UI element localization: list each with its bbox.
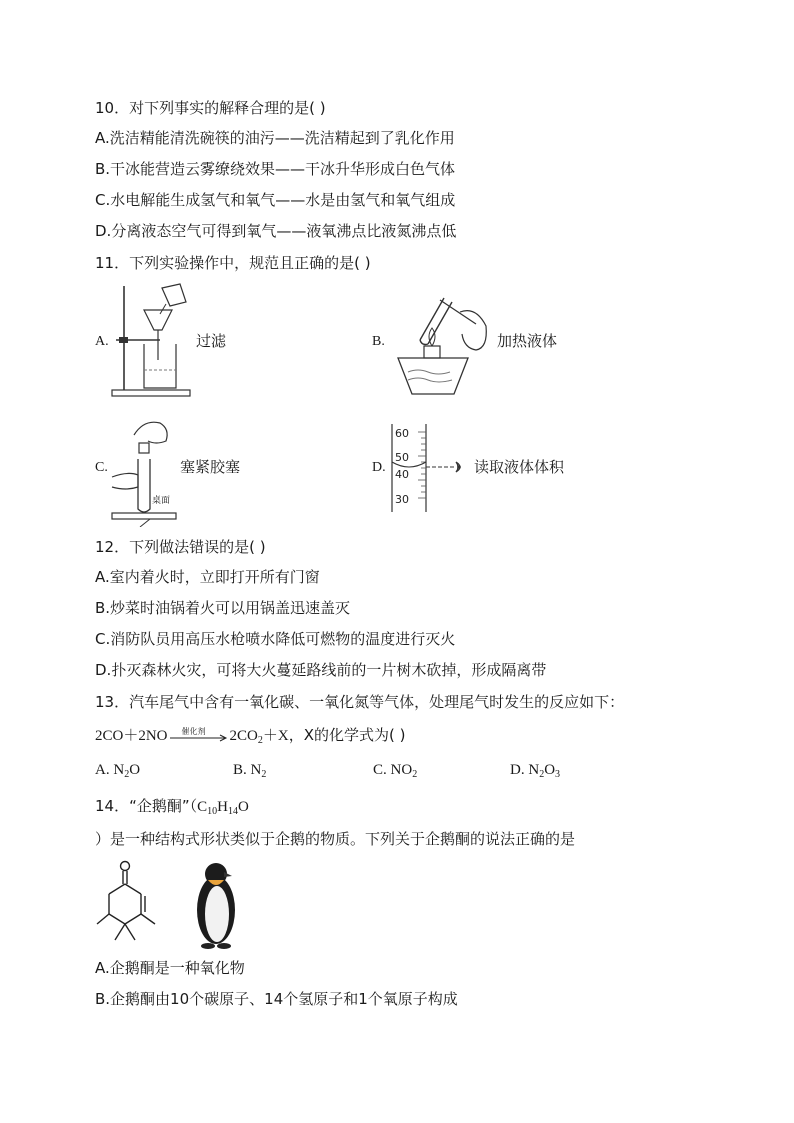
- penguinone-formula: $C_{10}H_{14}O$: [197, 799, 249, 817]
- graduated-cylinder-illustration: [386, 422, 470, 514]
- cylinder-tick-40: 40: [395, 468, 409, 481]
- question-10-option-a[interactable]: A.洗洁精能清洗碗筷的油污——洗洁精起到了乳化作用: [95, 129, 455, 147]
- question-11-option-c-caption: 塞紧胶塞: [180, 458, 241, 476]
- question-13-equation: [95, 725, 405, 751]
- equation-product-x: ＋X: [262, 728, 289, 744]
- reaction-arrow: [168, 726, 230, 746]
- question-11-option-b-caption: 加热液体: [497, 332, 558, 350]
- heating-test-tube-illustration: [380, 290, 492, 400]
- question-14-option-b[interactable]: B.企鹅酮由10个碳原子、14个氢原子和1个氧原子构成: [95, 990, 458, 1008]
- question-12-option-a[interactable]: A.室内着火时，立即打开所有门窗: [95, 568, 320, 586]
- question-10-stem: 10．对下列事实的解释合理的是( ): [95, 99, 326, 117]
- stopper-insertion-illustration: [108, 415, 180, 527]
- question-13-option-d[interactable]: D. $N_2O_3$: [510, 762, 561, 780]
- equation-question: ，X的化学式为( ): [288, 726, 406, 744]
- question-11-option-a-letter[interactable]: A.: [95, 334, 109, 349]
- question-13-stem: 13．汽车尾气中含有一氧化碳、一氧化氮等气体，处理尾气时发生的反应如下：: [95, 693, 625, 711]
- question-11-stem: 11．下列实验操作中，规范且正确的是( ): [95, 254, 371, 272]
- penguin-photo: [188, 860, 244, 950]
- cylinder-tick-50: 50: [395, 451, 409, 464]
- question-10-option-d[interactable]: D.分离液态空气可得到氧气——液氧沸点比液氮沸点低: [95, 222, 457, 240]
- question-12-option-b[interactable]: B.炒菜时油锅着火可以用锅盖迅速盖灭: [95, 599, 351, 617]
- question-13-option-a[interactable]: A. $N_2O$: [95, 762, 141, 780]
- question-12-option-d[interactable]: D.扑灭森林火灾，可将大火蔓延路线前的一片树木砍掉，形成隔离带: [95, 661, 547, 679]
- cylinder-tick-60: 60: [395, 427, 409, 440]
- question-14-stem: 14．“企鹅酮$”(C_{10}H_{14}O$: [95, 797, 249, 817]
- equation-product-co2: $2CO_2$: [229, 728, 263, 746]
- question-10-option-b[interactable]: B.干冰能营造云雾缭绕效果——干冰升华形成白色气体: [95, 160, 456, 178]
- question-14-stem-continued: ）是一种结构式形状类似于企鹅的物质。下列关于企鹅酮的说法正确的是: [95, 830, 576, 848]
- question-13-option-c[interactable]: C. $NO_2$: [373, 762, 418, 780]
- penguinone-structure-diagram: [95, 858, 165, 950]
- question-12-stem: 12．下列做法错误的是( ): [95, 538, 266, 556]
- question-11-option-d-letter[interactable]: D.: [372, 460, 386, 475]
- question-10-option-c[interactable]: C.水电解能生成氢气和氧气——水是由氢气和氧气组成: [95, 191, 456, 209]
- question-11-option-c-letter[interactable]: C.: [95, 460, 108, 475]
- question-13-option-b[interactable]: B. $N_2$: [233, 762, 267, 780]
- desk-surface-label: 桌面: [152, 496, 171, 506]
- equation-reactants: 2CO＋2NO: [95, 728, 168, 744]
- question-12-option-c[interactable]: C.消防队员用高压水枪喷水降低可燃物的温度进行灭火: [95, 630, 456, 648]
- question-14-option-a[interactable]: A.企鹅酮是一种氧化物: [95, 959, 245, 977]
- question-11-option-a-caption: 过滤: [196, 332, 227, 350]
- question-11-option-d-caption: 读取液体体积: [474, 458, 565, 476]
- filtration-apparatus-illustration: [108, 282, 194, 398]
- catalyst-label: 催化剂: [181, 726, 206, 736]
- cylinder-tick-30: 30: [395, 493, 409, 506]
- question-11-option-b-letter[interactable]: B.: [372, 334, 385, 349]
